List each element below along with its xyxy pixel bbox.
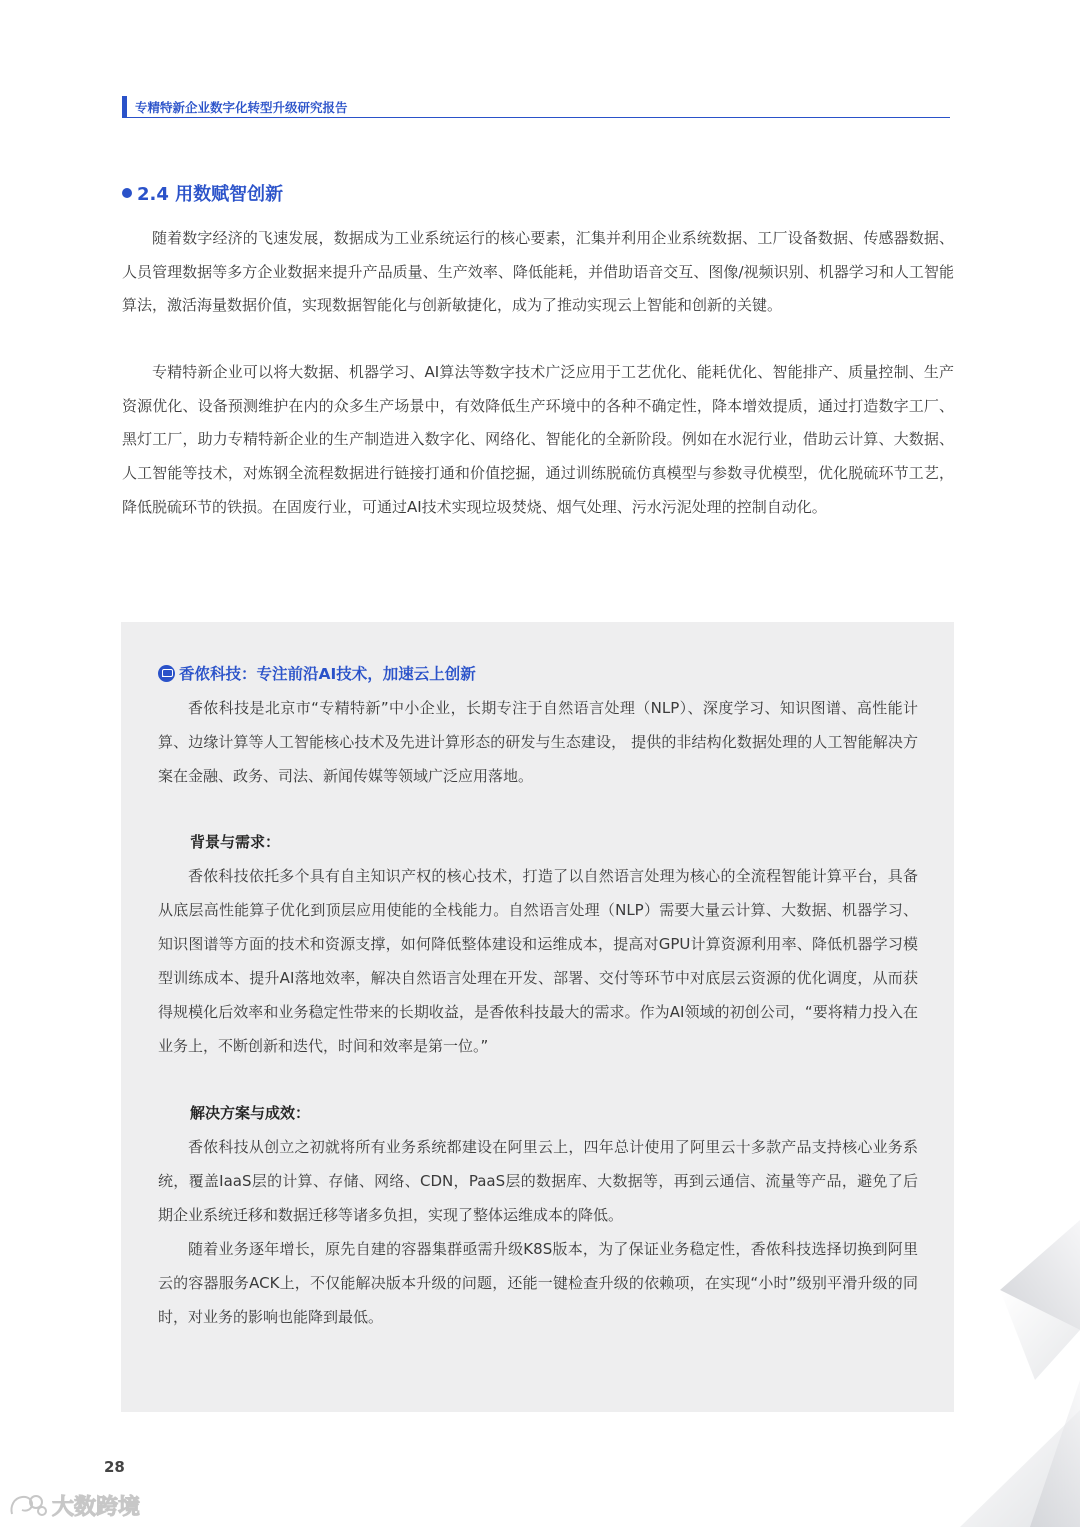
background-heading: 背景与需求： bbox=[190, 833, 281, 851]
section-paragraph-2: 专精特新企业可以将大数据、机器学习、AI算法等数字技术广泛应用于工艺优化、能耗优化、智能排产、质量控制、生产资源优化、设备预测维护在内的众多生产场景中，有效降低生产环境中的各种不确定性，降本增效提质，通过打造数字工厂、黑灯工厂，助力专精特新企业的生产制造进入数字化、网络化、智能化的全新阶段。例如在水泥行业，借助云计算、大数据、人工智能等技术，对炼钢全流程数据进行链接打通和价值挖掘，通过训练脱硫仿真模型与参数寻优模型，优化脱硫环节工艺，降低脱硫环节的铁损。在固废行业，可通过AI技术实现垃圾焚烧、烟气处理、污水污泥处理的控制自动化。 bbox=[122, 363, 954, 516]
solution-heading: 解决方案与成效： bbox=[190, 1104, 311, 1122]
background-text: 香侬科技依托多个具有自主知识产权的核心技术，打造了以自然语言处理为核心的全流程智能计算平台，具备从底层高性能算子优化到顶层应用使能的全栈能力。自然语言处理（NLP）需要大量云计算、大数据、机器学习、知识图谱等方面的技术和资源支撑，如何降低整体建设和运维成本，提高对GPU计算资源利用率、降低机器学习模型训练成本、提升AI落地效率，解决自然语言处理在开发、部署、交付等环节中对底层云资源的优化调度，从而获得规模化后效率和业务稳定性带来的长期收益，是香侬科技最大的需求。作为AI领域的初创公司，“要将精力投入在业务上，不断创新和迭代，时间和效率是第一位。” bbox=[158, 867, 918, 1055]
case-study-box bbox=[121, 622, 954, 1412]
page-number: 28 bbox=[104, 1458, 125, 1476]
watermark-text: 大数跨境 bbox=[52, 1495, 141, 1520]
bullet-icon bbox=[122, 188, 132, 198]
section-heading bbox=[122, 178, 283, 208]
header-accent-bar bbox=[122, 96, 127, 117]
watermark-logo-icon bbox=[8, 1492, 48, 1520]
report-header bbox=[122, 96, 950, 118]
case-icon bbox=[158, 665, 175, 682]
section-paragraph-1: 随着数字经济的飞速发展，数据成为工业系统运行的核心要素，汇集并利用企业系统数据、工厂设备数据、传感器数据、人员管理数据等多方企业数据来提升产品质量、生产效率、降低能耗，并借助语音交互、图像/视频识别、机器学习和人工智能算法，激活海量数据价值，实现数据智能化与创新敏捷化，成为了推动实现云上智能和创新的关键。 bbox=[122, 229, 954, 315]
watermark bbox=[8, 1490, 140, 1521]
case-title-row bbox=[158, 660, 476, 686]
decorative-shapes bbox=[940, 1180, 1080, 1527]
case-title: 香侬科技：专注前沿AI技术，加速云上创新 bbox=[179, 665, 476, 683]
solution-paragraph-1: 香侬科技从创立之初就将所有业务系统都建设在阿里云上，四年总计使用了阿里云十多款产品支持核心业务系统，覆盖IaaS层的计算、存储、网络、CDN，PaaS层的数据库、大数据等，再到云通信、流量等产品，避免了后期企业系统迁移和数据迁移等诸多负担，实现了整体运维成本的降低。 bbox=[158, 1138, 918, 1224]
case-intro: 香侬科技是北京市“专精特新”中小企业，长期专注于自然语言处理（NLP）、深度学习、知识图谱、高性能计算、边缘计算等人工智能核心技术及先进计算形态的研发与生态建设， 提供的非结构化数据处理的人工智能解决方案在金融、政务、司法、新闻传媒等领域广泛应用落地。 bbox=[158, 699, 918, 785]
section-title: 2.4 用数赋智创新 bbox=[137, 184, 284, 205]
report-title: 专精特新企业数字化转型升级研究报告 bbox=[135, 100, 348, 115]
solution-paragraph-2: 随着业务逐年增长，原先自建的容器集群亟需升级K8S版本，为了保证业务稳定性，香侬科技选择切换到阿里云的容器服务ACK上，不仅能解决版本升级的问题，还能一键检查升级的依赖项，在实现“小时”级别平滑升级的同时，对业务的影响也能降到最低。 bbox=[158, 1240, 918, 1326]
